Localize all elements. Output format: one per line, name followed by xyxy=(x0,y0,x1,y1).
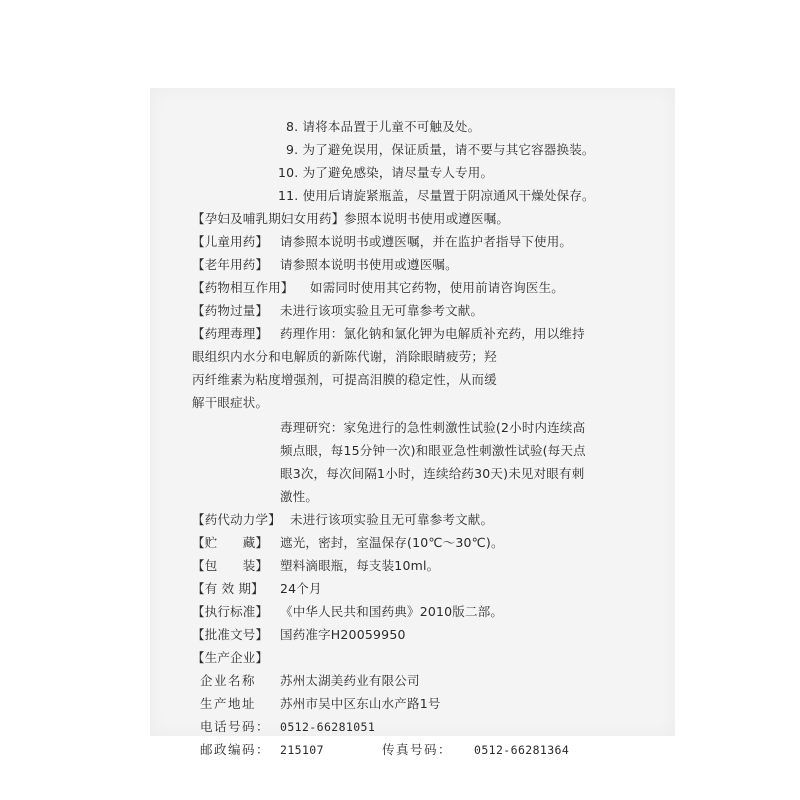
pregnancy-label: 【孕妇及哺乳期妇女用药】 xyxy=(192,211,345,226)
pharmacology-line: 丙纤维素为粘度增强剂，可提高泪膜的稳定性，从而缓 xyxy=(192,372,497,387)
interactions-text: 如需同时使用其它药物，使用前请咨询医生。 xyxy=(310,280,565,295)
pregnancy-text: 参照本说明书使用或遵医嘱。 xyxy=(344,211,510,226)
leaflet-page xyxy=(150,88,675,736)
manufacturer-postcode: 215107 xyxy=(280,743,324,757)
package-text: 塑料滴眼瓶，每支装10ml。 xyxy=(280,558,440,573)
pharmacology-line: 解干眼症状。 xyxy=(192,395,269,410)
precaution-item-8: 8. 请将本品置于儿童不可触及处。 xyxy=(286,119,481,134)
toxicology-line: 眼3次，每次间隔1小时，连续给药30天)未见对眼有刺 xyxy=(280,466,585,481)
pregnancy-section xyxy=(192,210,509,228)
manufacturer-address-label: 生产地址 xyxy=(200,696,257,711)
pharmacology-line: 眼组织内水分和电解质的新陈代谢，消除眼睛疲劳；羟 xyxy=(192,349,497,364)
manufacturer-postcode-label: 邮政编码： xyxy=(200,742,271,757)
children-text: 请参照本说明书或遵医嘱，并在监护者指导下使用。 xyxy=(280,234,573,249)
manufacturer-address: 苏州市吴中区东山水产路1号 xyxy=(280,696,441,711)
pharmacokinetics-label: 【药代动力学】 xyxy=(192,512,281,527)
interactions-label: 【药物相互作用】 xyxy=(192,280,294,295)
manufacturer-fax: 0512-66281364 xyxy=(474,743,570,757)
toxicology-line: 毒理研究：家兔进行的急性刺激性试验(2小时内连续高 xyxy=(280,420,586,435)
storage-label: 【贮 藏】 xyxy=(192,535,269,550)
approval-text: 国药准字H20059950 xyxy=(280,627,406,642)
approval-section xyxy=(192,626,406,644)
standard-label: 【执行标准】 xyxy=(192,604,269,619)
pharmacology-line: 药理作用：氯化钠和氯化钾为电解质补充药，用以维持 xyxy=(280,326,585,341)
manufacturer-name-label: 企业名称 xyxy=(200,673,257,688)
children-label: 【儿童用药】 xyxy=(192,234,269,249)
precaution-item-10: 10. 为了避免感染，请尽量专人专用。 xyxy=(278,165,494,180)
manufacturer-phone-label: 电话号码： xyxy=(200,719,271,734)
standard-text: 《中华人民共和国药典》2010版二部。 xyxy=(280,604,504,619)
validity-section xyxy=(192,580,322,598)
manufacturer-label: 【生产企业】 xyxy=(192,650,269,665)
manufacturer-phone: 0512-66281051 xyxy=(280,720,376,734)
standard-section xyxy=(192,603,503,621)
storage-section xyxy=(192,534,504,552)
manufacturer-name-row xyxy=(200,672,420,690)
overdose-section xyxy=(192,302,483,320)
validity-text: 24个月 xyxy=(280,581,322,596)
overdose-text: 未进行该项实验且无可靠参考文献。 xyxy=(280,303,484,318)
children-section xyxy=(192,233,572,251)
validity-label: 【有 效 期】 xyxy=(192,581,264,596)
package-section xyxy=(192,557,439,575)
pharmacology-label: 【药理毒理】 xyxy=(192,326,269,341)
manufacturer-postcode-row xyxy=(200,741,569,759)
approval-label: 【批准文号】 xyxy=(192,627,269,642)
package-label: 【包 装】 xyxy=(192,558,269,573)
toxicology-line: 频点眼，每15分钟一次)和眼亚急性刺激性试验(每天点 xyxy=(280,443,586,458)
manufacturer-fax-label: 传真号码： xyxy=(382,742,453,757)
elderly-label: 【老年用药】 xyxy=(192,257,269,272)
elderly-text: 请参照本说明书使用或遵医嘱。 xyxy=(280,257,458,272)
pharmacokinetics-section xyxy=(192,511,493,529)
precaution-item-9: 9. 为了避免误用，保证质量，请不要与其它容器换装。 xyxy=(286,142,595,157)
toxicology-line: 激性。 xyxy=(280,489,319,504)
storage-text: 遮光，密封，室温保存(10℃～30℃)。 xyxy=(280,535,504,550)
manufacturer-phone-row xyxy=(200,718,375,736)
manufacturer-address-row xyxy=(200,695,441,713)
elderly-section xyxy=(192,256,458,274)
precaution-item-11: 11. 使用后请旋紧瓶盖，尽量置于阴凉通风干燥处保存。 xyxy=(278,188,595,203)
manufacturer-name: 苏州太湖美药业有限公司 xyxy=(280,673,420,688)
interactions-section xyxy=(192,279,564,297)
overdose-label: 【药物过量】 xyxy=(192,303,269,318)
pharmacokinetics-text: 未进行该项实验且无可靠参考文献。 xyxy=(290,512,494,527)
